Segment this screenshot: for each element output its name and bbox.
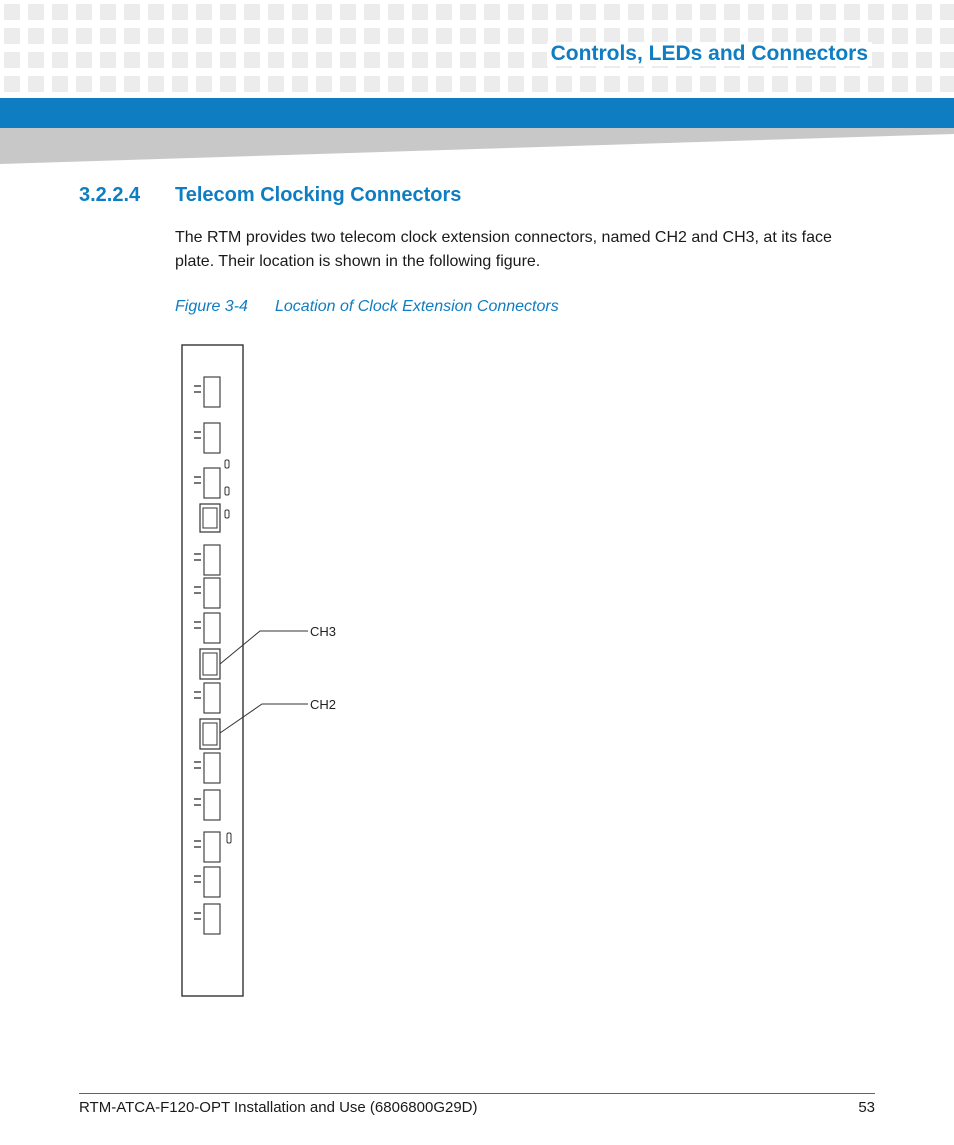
- pattern-square: [628, 76, 644, 92]
- pattern-square: [532, 76, 548, 92]
- pattern-square: [436, 52, 452, 68]
- pattern-square: [892, 76, 908, 92]
- pattern-square: [724, 4, 740, 20]
- pattern-square: [940, 76, 954, 92]
- pattern-square: [412, 76, 428, 92]
- pattern-square: [532, 52, 548, 68]
- pattern-square: [268, 76, 284, 92]
- pattern-square: [412, 28, 428, 44]
- port-label-mark: [194, 840, 201, 842]
- sfp-port: [204, 790, 220, 820]
- pattern-square: [196, 52, 212, 68]
- pattern-square: [484, 76, 500, 92]
- pattern-square: [220, 76, 236, 92]
- pattern-square: [460, 28, 476, 44]
- pattern-square: [4, 4, 20, 20]
- pattern-square: [52, 28, 68, 44]
- pattern-square: [916, 4, 932, 20]
- port-label-mark: [194, 559, 201, 561]
- sfp-port: [204, 578, 220, 608]
- pattern-square: [196, 4, 212, 20]
- pattern-square: [676, 76, 692, 92]
- pattern-square: [892, 52, 908, 68]
- pattern-square: [700, 4, 716, 20]
- pattern-square: [820, 4, 836, 20]
- pattern-square: [556, 76, 572, 92]
- pattern-square: [100, 52, 116, 68]
- ch2-connector-icon: [200, 719, 220, 749]
- pattern-square: [580, 76, 596, 92]
- pattern-square: [220, 4, 236, 20]
- pattern-square: [940, 52, 954, 68]
- pattern-square: [124, 76, 140, 92]
- port-label-mark: [194, 804, 201, 806]
- sfp-port: [204, 753, 220, 783]
- port-label-mark: [194, 431, 201, 433]
- port-label-mark: [194, 761, 201, 763]
- pattern-square: [52, 76, 68, 92]
- port-label-mark: [194, 881, 201, 883]
- pattern-square: [940, 4, 954, 20]
- pattern-square: [412, 4, 428, 20]
- pattern-square: [52, 4, 68, 20]
- port-label-mark: [194, 767, 201, 769]
- pattern-square: [4, 28, 20, 44]
- pattern-square: [148, 52, 164, 68]
- pattern-square: [76, 4, 92, 20]
- pattern-square: [508, 28, 524, 44]
- sfp-port: [204, 468, 220, 498]
- pattern-square: [868, 76, 884, 92]
- pattern-square: [532, 4, 548, 20]
- pattern-square: [460, 4, 476, 20]
- pattern-square: [292, 76, 308, 92]
- pattern-square: [316, 28, 332, 44]
- port-label-mark: [194, 482, 201, 484]
- sfp-port: [204, 832, 220, 862]
- port-label-mark: [194, 553, 201, 555]
- pattern-square: [724, 76, 740, 92]
- pattern-square: [388, 52, 404, 68]
- pattern-square: [388, 4, 404, 20]
- figure-caption: [175, 298, 559, 316]
- port-label-mark: [194, 918, 201, 920]
- pattern-square: [76, 28, 92, 44]
- pattern-square: [652, 4, 668, 20]
- pattern-square: [28, 52, 44, 68]
- port-label-mark: [194, 476, 201, 478]
- port-label-mark: [194, 912, 201, 914]
- pattern-square: [52, 52, 68, 68]
- section-number: 3.2.2.4: [79, 184, 141, 206]
- pattern-square: [436, 28, 452, 44]
- pattern-square: [796, 4, 812, 20]
- pattern-square: [460, 76, 476, 92]
- sfp-port: [204, 683, 220, 713]
- pattern-square: [172, 52, 188, 68]
- port-label-mark: [194, 627, 201, 629]
- pattern-square: [268, 52, 284, 68]
- pattern-square: [244, 52, 260, 68]
- rj45-upper: [200, 504, 220, 532]
- pattern-square: [76, 76, 92, 92]
- pattern-square: [916, 76, 932, 92]
- pattern-square: [172, 28, 188, 44]
- pattern-square: [316, 4, 332, 20]
- pattern-square: [4, 52, 20, 68]
- header-blue-bar: [0, 98, 954, 128]
- pattern-square: [244, 76, 260, 92]
- pattern-square: [364, 4, 380, 20]
- pattern-square: [820, 76, 836, 92]
- pattern-square: [916, 28, 932, 44]
- pattern-square: [676, 4, 692, 20]
- port-label-mark: [194, 798, 201, 800]
- pattern-square: [484, 28, 500, 44]
- pattern-square: [28, 76, 44, 92]
- pattern-square: [244, 28, 260, 44]
- pattern-square: [340, 28, 356, 44]
- pattern-square: [316, 76, 332, 92]
- pattern-square: [748, 4, 764, 20]
- pattern-square: [916, 52, 932, 68]
- pattern-square: [892, 4, 908, 20]
- pattern-square: [484, 4, 500, 20]
- pattern-square: [196, 28, 212, 44]
- pattern-square: [148, 4, 164, 20]
- pattern-square: [268, 4, 284, 20]
- pattern-square: [604, 4, 620, 20]
- sfp-port: [204, 613, 220, 643]
- pattern-square: [388, 76, 404, 92]
- ch2-callout-label: CH2: [310, 697, 337, 712]
- pattern-square: [148, 28, 164, 44]
- sfp-port: [204, 377, 220, 407]
- pattern-square: [28, 28, 44, 44]
- pattern-square: [172, 4, 188, 20]
- pattern-square: [172, 76, 188, 92]
- pattern-square: [100, 76, 116, 92]
- pattern-square: [892, 28, 908, 44]
- port-label-mark: [194, 697, 201, 699]
- port-label-mark: [194, 391, 201, 393]
- pattern-square: [388, 28, 404, 44]
- port-label-mark: [194, 621, 201, 623]
- faceplate-figure: [170, 335, 370, 1005]
- sfp-port: [204, 867, 220, 897]
- footer-doc-title: RTM-ATCA-F120-OPT Installation and Use (6806800G29D): [79, 1099, 478, 1116]
- pattern-square: [628, 4, 644, 20]
- port-label-mark: [194, 586, 201, 588]
- pattern-square: [772, 76, 788, 92]
- running-header-title: Controls, LEDs and Connectors: [547, 42, 872, 66]
- pattern-square: [340, 4, 356, 20]
- pattern-square: [868, 4, 884, 20]
- pattern-square: [292, 28, 308, 44]
- pattern-square: [844, 76, 860, 92]
- footer-page-number: 53: [858, 1099, 875, 1116]
- pattern-square: [220, 52, 236, 68]
- pattern-square: [844, 4, 860, 20]
- pattern-square: [124, 4, 140, 20]
- pattern-square: [100, 4, 116, 20]
- pattern-square: [700, 76, 716, 92]
- sfp-port: [204, 904, 220, 934]
- port-label-mark: [194, 385, 201, 387]
- pattern-square: [124, 28, 140, 44]
- pattern-square: [292, 52, 308, 68]
- pattern-square: [508, 52, 524, 68]
- section-heading: [79, 184, 461, 207]
- pattern-square: [940, 28, 954, 44]
- pattern-square: [580, 4, 596, 20]
- pattern-square: [508, 76, 524, 92]
- port-label-mark: [194, 691, 201, 693]
- port-label-mark: [194, 592, 201, 594]
- pattern-square: [268, 28, 284, 44]
- body-paragraph: The RTM provides two telecom clock extension connectors, named CH2 and CH3, at its face plate. Their location is shown in the following figure.: [175, 229, 832, 270]
- figure-title: Location of Clock Extension Connectors: [275, 298, 559, 315]
- pattern-square: [340, 52, 356, 68]
- pattern-square: [76, 52, 92, 68]
- header-gray-wedge: [0, 128, 954, 164]
- sfp-port: [204, 423, 220, 453]
- pattern-square: [100, 28, 116, 44]
- pattern-square: [124, 52, 140, 68]
- port-label-mark: [194, 846, 201, 848]
- pattern-square: [292, 4, 308, 20]
- pattern-square: [796, 76, 812, 92]
- pattern-square: [484, 52, 500, 68]
- pattern-square: [436, 76, 452, 92]
- pattern-square: [532, 28, 548, 44]
- pattern-square: [364, 76, 380, 92]
- figure-label: Figure 3-4: [175, 298, 248, 315]
- pattern-square: [220, 28, 236, 44]
- ch3-callout-label: CH3: [310, 624, 337, 639]
- pattern-square: [244, 4, 260, 20]
- pattern-square: [4, 76, 20, 92]
- pattern-square: [604, 76, 620, 92]
- pattern-square: [364, 28, 380, 44]
- pattern-square: [772, 4, 788, 20]
- pattern-square: [196, 76, 212, 92]
- section-title: Telecom Clocking Connectors: [175, 184, 462, 206]
- pattern-square: [460, 52, 476, 68]
- pattern-square: [28, 4, 44, 20]
- pattern-square: [556, 4, 572, 20]
- pattern-square: [508, 4, 524, 20]
- pattern-square: [148, 76, 164, 92]
- port-label-mark: [194, 437, 201, 439]
- footer-rule: [79, 1093, 875, 1094]
- ch3-connector-icon: [200, 649, 220, 679]
- pattern-square: [436, 4, 452, 20]
- pattern-square: [340, 76, 356, 92]
- pattern-square: [316, 52, 332, 68]
- pattern-square: [412, 52, 428, 68]
- pattern-square: [364, 52, 380, 68]
- sfp-port: [204, 545, 220, 575]
- port-label-mark: [194, 875, 201, 877]
- pattern-square: [652, 76, 668, 92]
- pattern-square: [748, 76, 764, 92]
